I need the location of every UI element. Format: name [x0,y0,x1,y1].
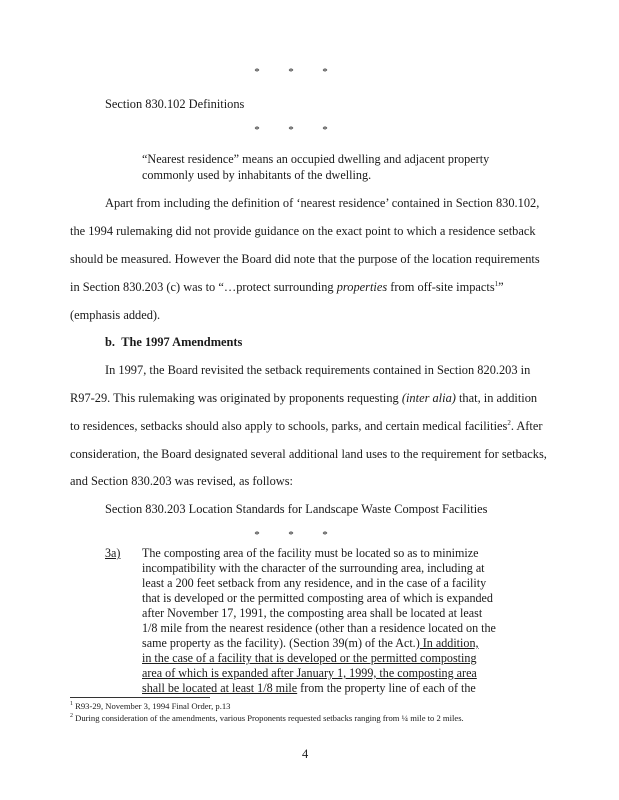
paragraph-line: In 1997, the Board revisited the setback requirements contained in Section 820.203 in [105,363,531,377]
section-830-203-heading: Section 830.203 Location Standards for Landscape Waste Compost Facilities [105,502,488,516]
footnote-text: R93-29, November 3, 1994 Final Order, p.13 [75,701,231,711]
section-break-stars [240,66,342,78]
star: * [288,66,294,78]
text-run: ” [498,280,504,295]
statute-line-underlined: in the case of a facility that is developed or the permitted composting [142,651,477,665]
subheading-title: The 1997 Amendments [121,335,243,349]
emphasis-text: properties [336,280,388,295]
footnote-ref: 2 [507,419,511,427]
statute-line [142,681,476,696]
section-break-stars [240,124,342,136]
text-run: that, in addition [455,391,538,405]
text-run: from the property line of each of the [297,681,476,695]
underlined-text: In addition, [419,636,479,650]
subheading [105,335,242,350]
statute-line: least a 200 feet setback from any residence, and in the case of a facility [142,576,487,590]
statute-line: incompatibility with the character of the surrounding area, including at [142,561,485,575]
star: * [288,529,294,541]
text-run: to residences, setbacks should also apply to schools, parks, and certain medical facilities [70,419,508,434]
definition-line: commonly used by inhabitants of the dwelling. [142,168,372,182]
definition-line: “Nearest residence” means an occupied dwelling and adjacent property [142,152,490,166]
footnote-divider [70,697,210,698]
footnote-ref: 1 [494,280,499,288]
emphasis-text: (inter alia) [401,391,456,405]
page-number: 4 [302,747,309,761]
statute-line-underlined: area of which is expanded after January 1, 1999, the composting area [142,666,477,680]
subheading-letter: b. [105,335,115,349]
text-run: same property as the facility). (Section 39(m) of the Act.) [142,636,420,650]
statute-label [105,546,120,561]
statute-line: after November 17, 1991, the composting area shall be located at least [142,606,483,620]
star: * [254,124,260,136]
section-break-stars [240,529,342,541]
star: * [322,529,328,541]
star: * [254,66,260,78]
footnote-number: 1 [70,701,73,708]
paragraph-line: should be measured. However the Board did note that the purpose of the location requirements [70,252,540,266]
underlined-text: shall be located at least 1/8 mile [142,681,298,695]
paragraph-line: and Section 830.203 was revised, as follows: [70,474,293,488]
statute-label-text: 3a) [105,546,121,560]
paragraph-line: (emphasis added). [70,308,161,322]
statute-line: that is developed or the permitted composting area of which is expanded [142,591,493,605]
paragraph-line [70,419,543,434]
footnote [70,713,464,723]
paragraph-line: consideration, the Board designated several additional land uses to the requirement for setbacks, [70,447,547,461]
footnote-text: During consideration of the amendments, various Proponents requested setbacks ranging from ¼ mile to 2 miles. [75,713,464,723]
section-830-102-heading: Section 830.102 Definitions [105,97,245,111]
star: * [322,124,328,136]
star: * [254,529,260,541]
statute-line: The composting area of the facility must be located so as to minimize [142,546,479,560]
paragraph-line [70,280,504,295]
text-run: from off-site impacts [387,280,495,295]
paragraph-line: the 1994 rulemaking did not provide guidance on the exact point to which a residence setback [70,224,536,238]
text-run: . After [510,419,543,434]
star: * [288,124,294,136]
paragraph-line: Apart from including the definition of ‘nearest residence’ contained in Section 830.102, [105,196,540,210]
footnote [70,701,230,711]
text-run: R97-29. This rulemaking was originated by proponents requesting [70,391,402,405]
statute-line: 1/8 mile from the nearest residence (other than a residence located on the [142,621,496,635]
paragraph-line [70,391,537,406]
statute-line [142,636,479,651]
footnote-number: 2 [70,713,73,720]
star: * [322,66,328,78]
text-run: in Section 830.203 (c) was to “…protect surrounding [70,280,337,295]
